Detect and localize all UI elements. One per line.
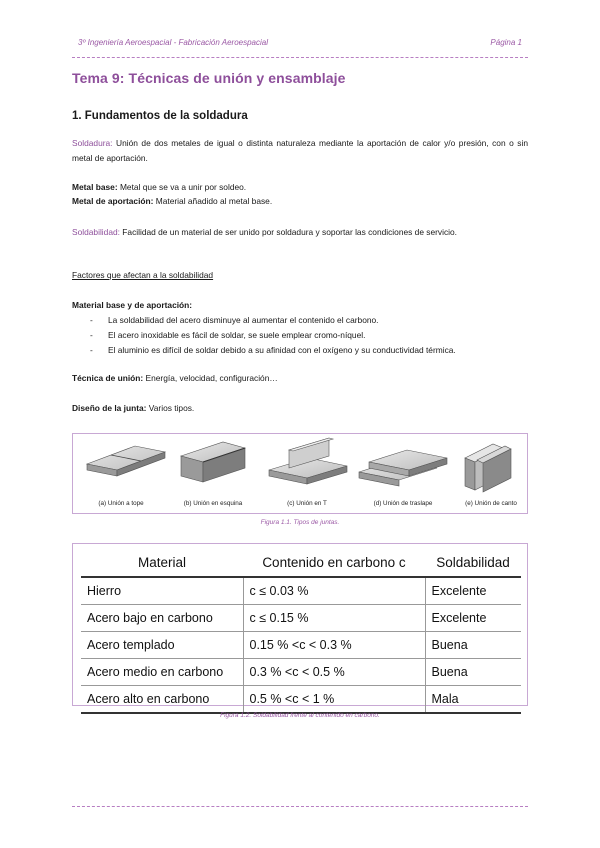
carbon-table-figure (72, 543, 528, 706)
page-header (78, 38, 522, 50)
table-cell: Buena (425, 659, 521, 686)
soldabilidad-bullet-list (90, 313, 530, 358)
diseno-text: Varios tipos. (146, 403, 195, 413)
table-cell: Excelente (425, 577, 521, 605)
page-title: Tema 9: Técnicas de unión y ensamblaje (72, 70, 346, 86)
footer-divider (72, 806, 528, 807)
joint-label: (a) Unión a tope (98, 500, 144, 507)
table-cell: Acero bajo en carbono (81, 605, 243, 632)
joint-label: (e) Unión de canto (465, 500, 517, 507)
list-item: - La soldabilidad del acero disminuye al aumentar el contenido el carbono. (90, 313, 530, 328)
table-row (81, 686, 521, 714)
soldadura-term: Soldadura: (72, 138, 113, 148)
factores-heading: Factores que afectan a la soldabilidad (72, 270, 214, 280)
soldadura-definition (72, 136, 528, 165)
column-header: Soldabilidad (425, 548, 521, 577)
table-cell: Acero alto en carbono (81, 686, 243, 714)
metal-base-term: Metal base: (72, 182, 118, 192)
soldabilidad-term: Soldabilidad: (72, 227, 120, 237)
joint-types-illustration (73, 434, 526, 512)
header-course: 3º Ingeniería Aeroespacial - Fabricación Aeroespacial (78, 38, 268, 47)
tecnica-term: Técnica de unión: (72, 373, 144, 383)
table-cell: Buena (425, 632, 521, 659)
tecnica-text: Energía, velocidad, configuración… (143, 373, 278, 383)
joint-label: (c) Unión en T (287, 500, 327, 507)
edge-joint-icon (465, 444, 511, 492)
table-header-row (81, 548, 521, 577)
corner-joint-icon (181, 442, 245, 482)
diseno-junta (72, 401, 528, 416)
material-base-heading-text: Material base y de aportación: (72, 300, 193, 310)
butt-joint-icon (87, 446, 165, 476)
header-divider (72, 57, 528, 58)
joint-label: (b) Unión en esquina (183, 500, 243, 507)
table-row (81, 605, 521, 632)
tecnica-union (72, 371, 528, 386)
table-row (81, 632, 521, 659)
material-base-heading (72, 298, 528, 313)
t-joint-icon (269, 438, 347, 484)
section-heading: 1. Fundamentos de la soldadura (72, 110, 248, 122)
table-cell: 0.3 % <c < 0.5 % (243, 659, 425, 686)
table-cell: c ≤ 0.03 % (243, 577, 425, 605)
list-item: - El aluminio es difícil de soldar debido a su afinidad con el oxígeno y su conductividad térmica. (90, 343, 530, 358)
metal-base-definition (72, 180, 528, 195)
table-cell: Excelente (425, 605, 521, 632)
metal-aportacion-term: Metal de aportación: (72, 196, 154, 206)
soldabilidad-definition (72, 225, 528, 240)
table-cell: 0.15 % <c < 0.3 % (243, 632, 425, 659)
metal-aportacion-definition (72, 194, 528, 209)
column-header: Contenido en carbono c (243, 548, 425, 577)
soldadura-text: Unión de dos metales de igual o distinta naturaleza mediante la aportación de calor y/o presión, con o sin metal de aportación. (72, 138, 528, 163)
table-row (81, 577, 521, 605)
list-item: - El acero inoxidable es fácil de soldar, se suele emplear cromo-níquel. (90, 328, 530, 343)
table-row (81, 659, 521, 686)
metal-aportacion-text: Material añadido al metal base. (153, 196, 273, 206)
table-cell: Acero templado (81, 632, 243, 659)
table-cell: Acero medio en carbono (81, 659, 243, 686)
table-caption: Figura 1.2. Soldabilidad frente al contenido en carbono. (220, 712, 380, 719)
header-page-number: Página 1 (490, 38, 522, 47)
diseno-term: Diseño de la junta: (72, 403, 147, 413)
table-cell: Hierro (81, 577, 243, 605)
joint-label: (d) Unión de traslape (373, 500, 433, 507)
table-cell: Mala (425, 686, 521, 714)
lap-joint-icon (359, 450, 447, 486)
metal-base-text: Metal que se va a unir por soldeo. (117, 182, 247, 192)
carbon-weldability-table (81, 548, 521, 714)
soldabilidad-text: Facilidad de un material de ser unido por soldadura y soportar las condiciones de servicio. (119, 227, 458, 237)
table-cell: 0.5 % <c < 1 % (243, 686, 425, 714)
figure-caption: Figura 1.1. Tipos de juntas. (260, 519, 340, 526)
column-header: Material (81, 548, 243, 577)
joint-types-figure (72, 433, 528, 514)
table-cell: c ≤ 0.15 % (243, 605, 425, 632)
